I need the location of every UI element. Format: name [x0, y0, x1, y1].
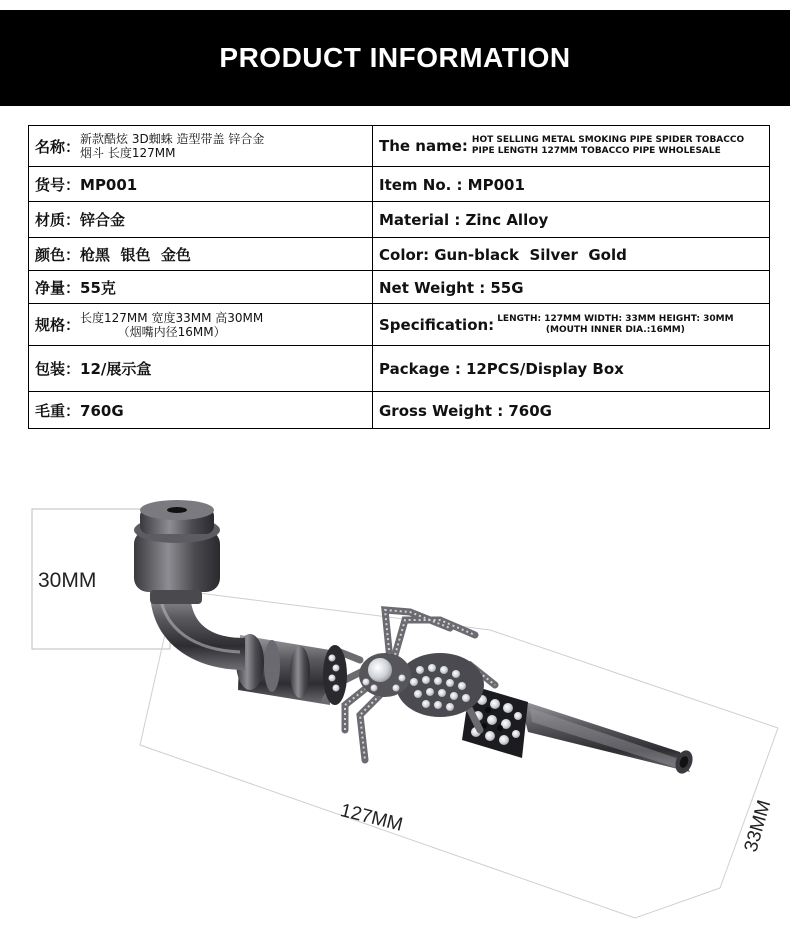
gross-weight-en-value: 760G — [508, 401, 552, 420]
spec-en-value-line2: (MOUTH INNER DIA.:16MM) — [545, 324, 685, 335]
color-cn-value: 枪黑 银色 金色 — [80, 245, 191, 264]
cell-gross-weight-cn — [29, 392, 373, 429]
table-row-specification — [29, 304, 770, 346]
product-photo — [0, 470, 790, 950]
spec-en-value-line1: LENGTH: 127MM WIDTH: 33MM HEIGHT: 30MM — [497, 313, 734, 324]
package-cn-value: 12/展示盒 — [80, 360, 152, 378]
package-cn-label: 包装： — [35, 360, 81, 378]
net-weight-en-value: 55G — [490, 278, 524, 297]
table-row-package — [29, 346, 770, 392]
gross-weight-cn-value: 760G — [80, 401, 124, 420]
item-no-cn-label: 货号： — [35, 175, 81, 194]
table-row-item-no — [29, 167, 770, 202]
name-cn-label: 名称： — [35, 137, 81, 156]
cell-color-cn — [29, 238, 373, 271]
material-cn-label: 材质： — [35, 211, 81, 229]
table-row-material — [29, 202, 770, 238]
name-cn-value-line2: 烟斗 长度127MM — [80, 146, 176, 160]
table-row-name — [29, 126, 770, 167]
cell-package-cn — [29, 346, 373, 392]
color-en-label: Color: — [379, 245, 430, 264]
cell-color-en — [373, 238, 770, 271]
cell-item-no-cn — [29, 167, 373, 202]
spec-table — [28, 125, 770, 429]
net-weight-cn-label: 净量： — [35, 278, 81, 297]
gross-weight-cn-label: 毛重： — [35, 401, 81, 420]
cell-gross-weight-en — [373, 392, 770, 429]
cell-spec-en — [373, 304, 770, 346]
spec-cn-value-line1: 长度127MM 宽度33MM 高30MM — [80, 310, 264, 325]
spec-en-label: Specification: — [379, 315, 495, 334]
cell-item-no-en — [373, 167, 770, 202]
net-weight-en-label: Net Weight : — [379, 278, 486, 297]
length-dimension-label: 127MM — [338, 800, 405, 836]
page-title: PRODUCT INFORMATION — [219, 42, 571, 73]
spider-pipe-image — [134, 500, 696, 776]
material-en-value: Zinc Alloy — [465, 211, 549, 229]
table-row-gross-weight — [29, 392, 770, 429]
cell-material-cn — [29, 202, 373, 238]
material-en-label: Material : — [379, 211, 461, 229]
cell-net-weight-cn — [29, 271, 373, 304]
name-cn-value-line1: 新款酷炫 3D蜘蛛 造型带盖 锌合金 — [80, 132, 265, 146]
color-en-value: Gun-black Silver Gold — [434, 245, 627, 264]
cell-spec-cn — [29, 304, 373, 346]
name-en-value-line2: PIPE LENGTH 127MM TOBACCO PIPE WHOLESALE — [471, 146, 721, 156]
width-dimension-label: 33MM — [740, 797, 776, 855]
item-no-en-value: MP001 — [467, 175, 525, 194]
cell-net-weight-en — [373, 271, 770, 304]
header-banner — [0, 10, 790, 106]
spec-cn-label: 规格： — [35, 316, 81, 334]
spec-cn-value-line2: （烟嘴内径16MM） — [117, 324, 226, 339]
color-cn-label: 颜色： — [35, 245, 81, 264]
item-no-en-label: Item No. : — [379, 175, 463, 194]
net-weight-cn-value: 55克 — [80, 278, 116, 297]
package-en-value: 12PCS/Display Box — [465, 360, 624, 378]
height-dimension-label: 30MM — [38, 569, 97, 592]
name-en-value-line1: HOT SELLING METAL SMOKING PIPE SPIDER TOBACCO — [471, 135, 745, 145]
package-en-label: Package : — [379, 360, 461, 378]
cell-package-en — [373, 346, 770, 392]
table-row-color — [29, 238, 770, 271]
cell-material-en — [373, 202, 770, 238]
material-cn-value: 锌合金 — [80, 211, 126, 229]
name-en-label: The name: — [379, 137, 468, 155]
gross-weight-en-label: Gross Weight : — [379, 401, 504, 420]
table-row-net-weight — [29, 271, 770, 304]
cell-name-cn — [29, 126, 373, 167]
item-no-cn-value: MP001 — [80, 175, 138, 194]
cell-name-en — [373, 126, 770, 167]
